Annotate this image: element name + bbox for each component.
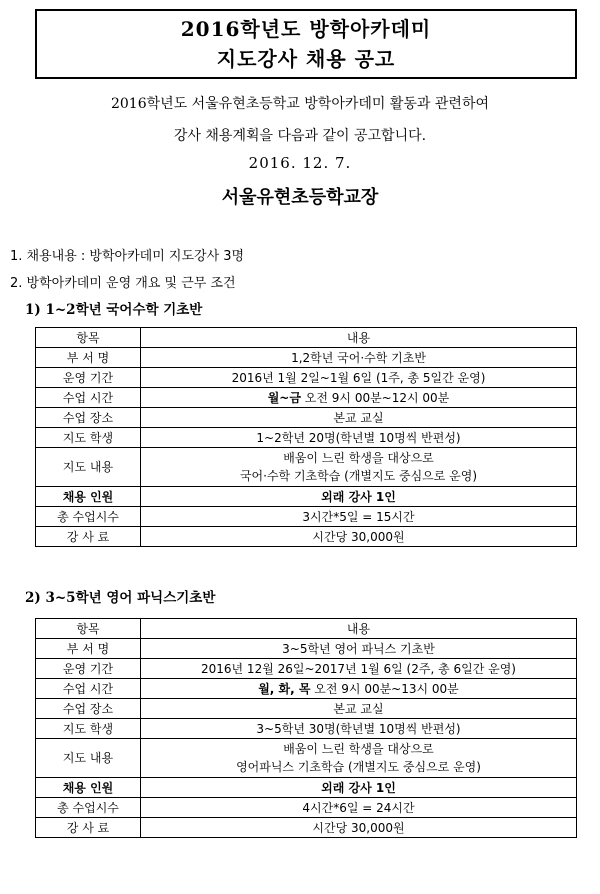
fee-label: 강 사 료 — [36, 818, 141, 838]
content-label: 지도 내용 — [36, 739, 141, 778]
dept-value: 1,2학년 국어·수학 기초반 — [141, 348, 577, 368]
hire-label: 채용 인원 — [36, 778, 141, 798]
table-row — [36, 408, 577, 428]
fee-value: 시간당 30,000원 — [141, 818, 577, 838]
hours-value: 4시간*6일 = 24시간 — [141, 798, 577, 818]
period-label: 운영 기간 — [36, 368, 141, 388]
time-days: 월~금 — [267, 390, 301, 405]
students-label: 지도 학생 — [36, 719, 141, 739]
hours-label: 총 수업시수 — [36, 798, 141, 818]
hire-label: 채용 인원 — [36, 487, 141, 507]
header-label-cell: 항목 — [36, 328, 141, 348]
table-row — [36, 507, 577, 527]
content-line-1: 배움이 느린 학생을 대상으로 — [283, 742, 434, 756]
place-value: 본교 교실 — [141, 699, 577, 719]
period-label: 운영 기간 — [36, 659, 141, 679]
content-line-1: 배움이 느린 학생을 대상으로 — [283, 451, 434, 465]
time-value — [141, 388, 577, 408]
item-overview: 2. 방학아카데미 운영 개요 및 근무 조건 — [10, 276, 236, 291]
table-row — [36, 719, 577, 739]
table-row — [36, 659, 577, 679]
table-row — [36, 348, 577, 368]
title-line-2: 지도강사 채용 공고 — [216, 47, 396, 71]
section2-heading: 2) 3~5학년 영어 파닉스기초반 — [25, 590, 216, 606]
time-label: 수업 시간 — [36, 679, 141, 699]
table-row — [36, 368, 577, 388]
table-header-row — [36, 328, 577, 348]
table-row — [36, 388, 577, 408]
place-label: 수업 장소 — [36, 408, 141, 428]
hours-label: 총 수업시수 — [36, 507, 141, 527]
item-hiring-content: 1. 채용내용 : 방학아카데미 지도강사 3명 — [10, 249, 245, 264]
intro-line-2: 강사 채용계획을 다음과 같이 공고합니다. — [173, 128, 427, 144]
content-value — [141, 448, 577, 487]
students-label: 지도 학생 — [36, 428, 141, 448]
content-line-2: 국어·수학 기초학습 (개별지도 중심으로 운영) — [239, 469, 478, 483]
title-line-1: 2016학년도 방학아카데미 — [180, 17, 432, 41]
hire-value: 외래 강사 1인 — [141, 778, 577, 798]
hire-value: 외래 강사 1인 — [141, 487, 577, 507]
dept-label: 부 서 명 — [36, 639, 141, 659]
fee-label: 강 사 료 — [36, 527, 141, 547]
table-row — [36, 487, 577, 507]
time-rest: 오전 9시 00분~12시 00분 — [300, 390, 450, 405]
dept-label: 부 서 명 — [36, 348, 141, 368]
content-value — [141, 739, 577, 778]
section2-table — [35, 618, 577, 838]
table-row — [36, 739, 577, 778]
content-label: 지도 내용 — [36, 448, 141, 487]
content-line-2: 영어파닉스 기초학습 (개별지도 중심으로 운영) — [236, 760, 481, 774]
place-value: 본교 교실 — [141, 408, 577, 428]
intro-line-1: 2016학년도 서울유현초등학교 방학아카데미 활동과 관련하여 — [110, 96, 489, 112]
students-value: 3~5학년 30명(학년별 10명씩 반편성) — [141, 719, 577, 739]
hours-value: 3시간*5일 = 15시간 — [141, 507, 577, 527]
time-rest: 오전 9시 00분~13시 00분 — [310, 681, 459, 696]
header-content-cell: 내용 — [141, 328, 577, 348]
time-value — [141, 679, 577, 699]
period-value: 2016년 12월 26일~2017년 1월 6일 (2주, 총 6일간 운영) — [141, 659, 577, 679]
section1-table — [35, 327, 577, 547]
table-row — [36, 527, 577, 547]
table-row — [36, 639, 577, 659]
section1-heading: 1) 1~2학년 국어수학 기초반 — [25, 302, 203, 318]
table-row — [36, 818, 577, 838]
table-row — [36, 428, 577, 448]
place-label: 수업 장소 — [36, 699, 141, 719]
signer: 서울유현초등학교장 — [221, 187, 379, 208]
announcement-date: 2016. 12. 7. — [248, 154, 352, 172]
header-label-cell: 항목 — [36, 619, 141, 639]
table-row — [36, 778, 577, 798]
dept-value: 3~5학년 영어 파닉스 기초반 — [141, 639, 577, 659]
table-row — [36, 448, 577, 487]
students-value: 1~2학년 20명(학년별 10명씩 반편성) — [141, 428, 577, 448]
title-box — [35, 9, 577, 79]
header-content-cell: 내용 — [141, 619, 577, 639]
time-label: 수업 시간 — [36, 388, 141, 408]
time-days: 월, 화, 목 — [258, 681, 311, 696]
table-header-row — [36, 619, 577, 639]
table-row — [36, 798, 577, 818]
fee-value: 시간당 30,000원 — [141, 527, 577, 547]
period-value: 2016년 1월 2일~1월 6일 (1주, 총 5일간 운영) — [141, 368, 577, 388]
table-row — [36, 699, 577, 719]
table-row — [36, 679, 577, 699]
